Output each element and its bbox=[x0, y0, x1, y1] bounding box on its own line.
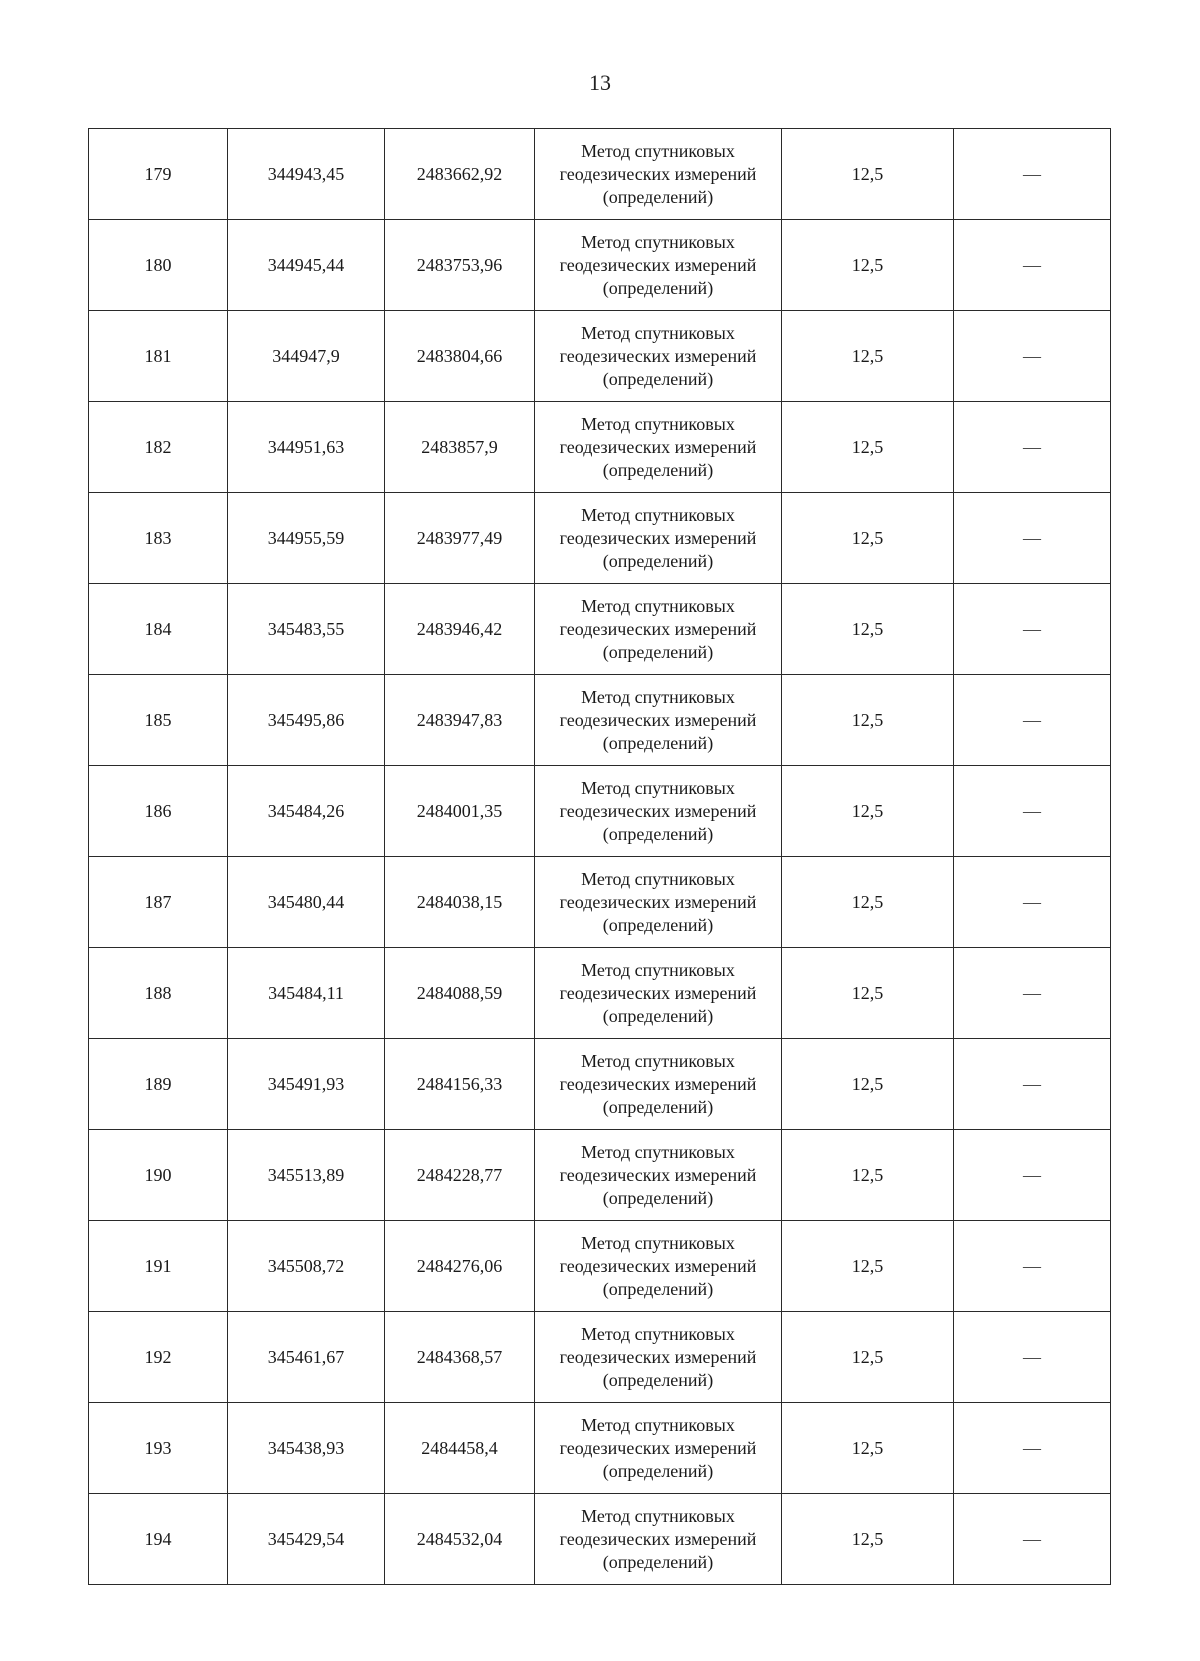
method-line: (определений) bbox=[602, 823, 714, 844]
coordinates-table-body bbox=[89, 129, 1111, 1585]
note-cell: — bbox=[954, 311, 1111, 402]
table-row bbox=[89, 311, 1111, 402]
y-coordinate-cell: 2484368,57 bbox=[385, 1312, 535, 1403]
method-line: Метод спутниковых bbox=[581, 1414, 735, 1435]
point-number-cell: 191 bbox=[89, 1221, 228, 1312]
method-line: геодезических измерений bbox=[559, 1437, 757, 1458]
table-row bbox=[89, 493, 1111, 584]
point-number-cell: 182 bbox=[89, 402, 228, 493]
method-line: Метод спутниковых bbox=[581, 322, 735, 343]
method-line: (определений) bbox=[602, 1096, 714, 1117]
table-row bbox=[89, 1494, 1111, 1585]
point-number-cell: 192 bbox=[89, 1312, 228, 1403]
method-line: Метод спутниковых bbox=[581, 1050, 735, 1071]
method-line: (определений) bbox=[602, 1005, 714, 1026]
note-cell: — bbox=[954, 1130, 1111, 1221]
note-cell: — bbox=[954, 1039, 1111, 1130]
method-line: (определений) bbox=[602, 641, 714, 662]
method-line: (определений) bbox=[602, 732, 714, 753]
table-row bbox=[89, 675, 1111, 766]
y-coordinate-cell: 2484156,33 bbox=[385, 1039, 535, 1130]
x-coordinate-cell: 345429,54 bbox=[228, 1494, 385, 1585]
table-row bbox=[89, 948, 1111, 1039]
accuracy-cell: 12,5 bbox=[782, 1039, 954, 1130]
x-coordinate-cell: 345484,11 bbox=[228, 948, 385, 1039]
method-line: (определений) bbox=[602, 1278, 714, 1299]
method-line: Метод спутниковых bbox=[581, 959, 735, 980]
method-line: Метод спутниковых bbox=[581, 777, 735, 798]
x-coordinate-cell: 344945,44 bbox=[228, 220, 385, 311]
method-line: Метод спутниковых bbox=[581, 595, 735, 616]
accuracy-cell: 12,5 bbox=[782, 493, 954, 584]
method-line: (определений) bbox=[602, 186, 714, 207]
coordinates-table bbox=[88, 128, 1111, 1585]
x-coordinate-cell: 345461,67 bbox=[228, 1312, 385, 1403]
method-cell bbox=[535, 1403, 782, 1494]
method-line: (определений) bbox=[602, 550, 714, 571]
method-line: (определений) bbox=[602, 459, 714, 480]
y-coordinate-cell: 2483946,42 bbox=[385, 584, 535, 675]
method-line: геодезических измерений bbox=[559, 1073, 757, 1094]
method-line: Метод спутниковых bbox=[581, 1232, 735, 1253]
accuracy-cell: 12,5 bbox=[782, 1494, 954, 1585]
y-coordinate-cell: 2484276,06 bbox=[385, 1221, 535, 1312]
y-coordinate-cell: 2484458,4 bbox=[385, 1403, 535, 1494]
method-line: геодезических измерений bbox=[559, 1164, 757, 1185]
accuracy-cell: 12,5 bbox=[782, 948, 954, 1039]
method-line: геодезических измерений bbox=[559, 709, 757, 730]
x-coordinate-cell: 344951,63 bbox=[228, 402, 385, 493]
point-number-cell: 181 bbox=[89, 311, 228, 402]
method-line: (определений) bbox=[602, 368, 714, 389]
method-line: Метод спутниковых bbox=[581, 413, 735, 434]
method-line: геодезических измерений bbox=[559, 436, 757, 457]
point-number-cell: 188 bbox=[89, 948, 228, 1039]
x-coordinate-cell: 345495,86 bbox=[228, 675, 385, 766]
method-cell bbox=[535, 493, 782, 584]
method-line: (определений) bbox=[602, 1187, 714, 1208]
note-cell: — bbox=[954, 493, 1111, 584]
table-row bbox=[89, 766, 1111, 857]
y-coordinate-cell: 2484088,59 bbox=[385, 948, 535, 1039]
point-number-cell: 184 bbox=[89, 584, 228, 675]
method-line: геодезических измерений bbox=[559, 163, 757, 184]
method-cell bbox=[535, 948, 782, 1039]
note-cell: — bbox=[954, 220, 1111, 311]
point-number-cell: 194 bbox=[89, 1494, 228, 1585]
method-line: (определений) bbox=[602, 914, 714, 935]
accuracy-cell: 12,5 bbox=[782, 402, 954, 493]
x-coordinate-cell: 345513,89 bbox=[228, 1130, 385, 1221]
method-cell bbox=[535, 311, 782, 402]
x-coordinate-cell: 344955,59 bbox=[228, 493, 385, 584]
method-line: геодезических измерений bbox=[559, 1346, 757, 1367]
method-cell bbox=[535, 1039, 782, 1130]
method-line: Метод спутниковых bbox=[581, 504, 735, 525]
table-row bbox=[89, 1312, 1111, 1403]
table-row bbox=[89, 857, 1111, 948]
method-cell bbox=[535, 584, 782, 675]
y-coordinate-cell: 2484038,15 bbox=[385, 857, 535, 948]
y-coordinate-cell: 2483804,66 bbox=[385, 311, 535, 402]
method-line: геодезических измерений bbox=[559, 800, 757, 821]
method-line: (определений) bbox=[602, 277, 714, 298]
x-coordinate-cell: 345491,93 bbox=[228, 1039, 385, 1130]
note-cell: — bbox=[954, 1312, 1111, 1403]
table-row bbox=[89, 1221, 1111, 1312]
table-row bbox=[89, 1130, 1111, 1221]
method-cell bbox=[535, 402, 782, 493]
point-number-cell: 189 bbox=[89, 1039, 228, 1130]
method-cell bbox=[535, 1494, 782, 1585]
accuracy-cell: 12,5 bbox=[782, 584, 954, 675]
method-line: (определений) bbox=[602, 1369, 714, 1390]
x-coordinate-cell: 345480,44 bbox=[228, 857, 385, 948]
note-cell: — bbox=[954, 1403, 1111, 1494]
point-number-cell: 185 bbox=[89, 675, 228, 766]
method-cell bbox=[535, 857, 782, 948]
method-cell bbox=[535, 1221, 782, 1312]
accuracy-cell: 12,5 bbox=[782, 675, 954, 766]
method-line: геодезических измерений bbox=[559, 1528, 757, 1549]
method-line: Метод спутниковых bbox=[581, 1323, 735, 1344]
accuracy-cell: 12,5 bbox=[782, 857, 954, 948]
point-number-cell: 183 bbox=[89, 493, 228, 584]
method-line: Метод спутниковых bbox=[581, 140, 735, 161]
method-line: геодезических измерений bbox=[559, 1255, 757, 1276]
accuracy-cell: 12,5 bbox=[782, 129, 954, 220]
page-number: 13 bbox=[589, 70, 611, 95]
y-coordinate-cell: 2483662,92 bbox=[385, 129, 535, 220]
note-cell: — bbox=[954, 766, 1111, 857]
y-coordinate-cell: 2483753,96 bbox=[385, 220, 535, 311]
accuracy-cell: 12,5 bbox=[782, 220, 954, 311]
x-coordinate-cell: 344947,9 bbox=[228, 311, 385, 402]
method-line: Метод спутниковых bbox=[581, 231, 735, 252]
method-cell bbox=[535, 766, 782, 857]
method-cell bbox=[535, 675, 782, 766]
table-row bbox=[89, 1403, 1111, 1494]
method-line: Метод спутниковых bbox=[581, 1141, 735, 1162]
table-row bbox=[89, 1039, 1111, 1130]
table-row bbox=[89, 129, 1111, 220]
x-coordinate-cell: 345438,93 bbox=[228, 1403, 385, 1494]
method-line: Метод спутниковых bbox=[581, 686, 735, 707]
note-cell: — bbox=[954, 402, 1111, 493]
accuracy-cell: 12,5 bbox=[782, 1130, 954, 1221]
table-row bbox=[89, 220, 1111, 311]
method-cell bbox=[535, 129, 782, 220]
point-number-cell: 187 bbox=[89, 857, 228, 948]
method-line: (определений) bbox=[602, 1551, 714, 1572]
method-line: Метод спутниковых bbox=[581, 868, 735, 889]
point-number-cell: 193 bbox=[89, 1403, 228, 1494]
x-coordinate-cell: 345483,55 bbox=[228, 584, 385, 675]
accuracy-cell: 12,5 bbox=[782, 1312, 954, 1403]
table-row bbox=[89, 584, 1111, 675]
point-number-cell: 190 bbox=[89, 1130, 228, 1221]
note-cell: — bbox=[954, 129, 1111, 220]
method-cell bbox=[535, 220, 782, 311]
note-cell: — bbox=[954, 584, 1111, 675]
method-cell bbox=[535, 1130, 782, 1221]
point-number-cell: 186 bbox=[89, 766, 228, 857]
accuracy-cell: 12,5 bbox=[782, 1221, 954, 1312]
x-coordinate-cell: 344943,45 bbox=[228, 129, 385, 220]
x-coordinate-cell: 345508,72 bbox=[228, 1221, 385, 1312]
method-line: Метод спутниковых bbox=[581, 1505, 735, 1526]
method-cell bbox=[535, 1312, 782, 1403]
x-coordinate-cell: 345484,26 bbox=[228, 766, 385, 857]
y-coordinate-cell: 2483977,49 bbox=[385, 493, 535, 584]
y-coordinate-cell: 2484001,35 bbox=[385, 766, 535, 857]
accuracy-cell: 12,5 bbox=[782, 311, 954, 402]
note-cell: — bbox=[954, 675, 1111, 766]
note-cell: — bbox=[954, 1494, 1111, 1585]
y-coordinate-cell: 2483857,9 bbox=[385, 402, 535, 493]
note-cell: — bbox=[954, 857, 1111, 948]
method-line: (определений) bbox=[602, 1460, 714, 1481]
method-line: геодезических измерений bbox=[559, 618, 757, 639]
accuracy-cell: 12,5 bbox=[782, 1403, 954, 1494]
point-number-cell: 179 bbox=[89, 129, 228, 220]
method-line: геодезических измерений bbox=[559, 891, 757, 912]
accuracy-cell: 12,5 bbox=[782, 766, 954, 857]
table-row bbox=[89, 402, 1111, 493]
note-cell: — bbox=[954, 948, 1111, 1039]
note-cell: — bbox=[954, 1221, 1111, 1312]
y-coordinate-cell: 2484532,04 bbox=[385, 1494, 535, 1585]
y-coordinate-cell: 2483947,83 bbox=[385, 675, 535, 766]
point-number-cell: 180 bbox=[89, 220, 228, 311]
method-line: геодезических измерений bbox=[559, 345, 757, 366]
method-line: геодезических измерений bbox=[559, 527, 757, 548]
method-line: геодезических измерений bbox=[559, 254, 757, 275]
method-line: геодезических измерений bbox=[559, 982, 757, 1003]
y-coordinate-cell: 2484228,77 bbox=[385, 1130, 535, 1221]
